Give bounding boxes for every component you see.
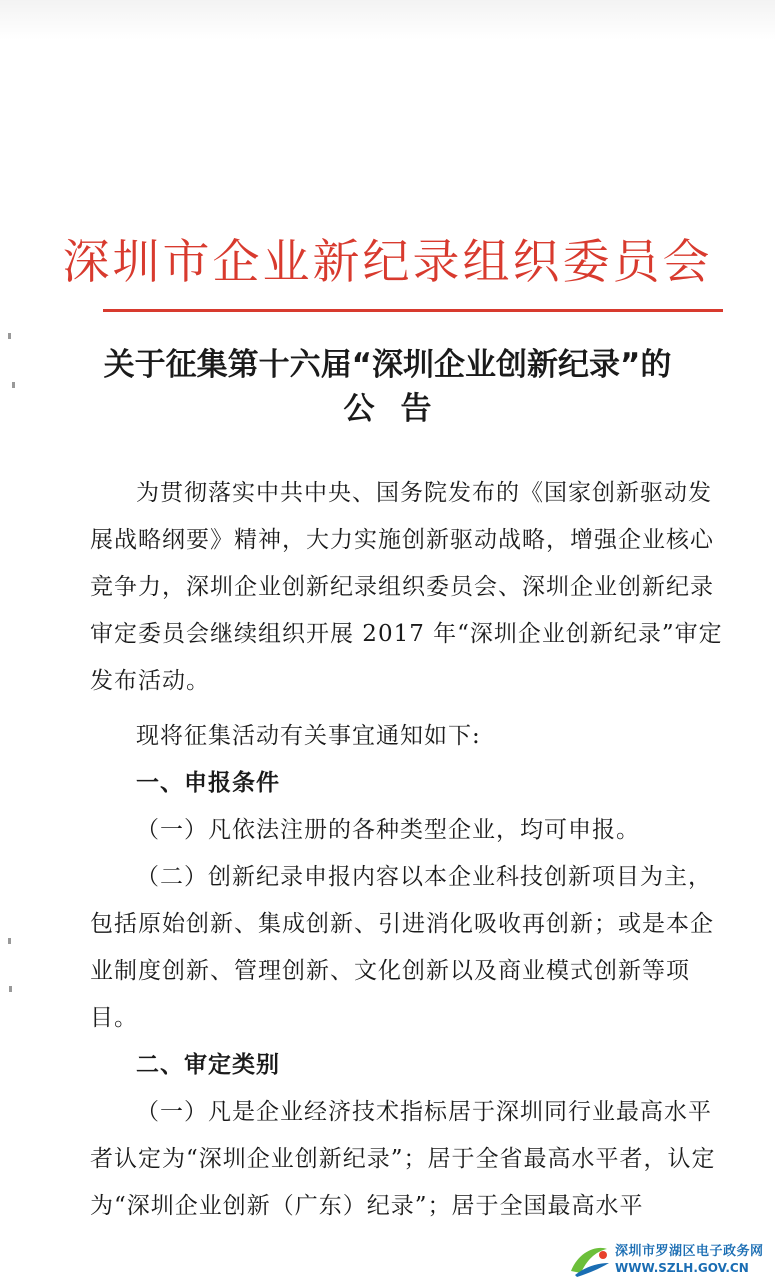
- document-subtitle: 公告: [343, 391, 458, 427]
- footer-site-url[interactable]: WWW.SZLH.GOV.CN: [615, 1261, 749, 1275]
- section2-heading: 二、审定类别: [136, 1052, 280, 1078]
- scan-mark: [8, 938, 11, 944]
- section1-item1: （一）凡依法注册的各种类型企业，均可申报。: [136, 817, 640, 843]
- scan-edge: [0, 0, 775, 40]
- szlh-logo-icon: [567, 1241, 611, 1279]
- footer-text: [615, 1244, 764, 1276]
- section1-item2: （二）创新纪录申报内容以本企业科技创新项目为主，包括原始创新、集成创新、引进消化吸收再创新；或是本企业制度创新、管理创新、文化创新以及商业模式创新等项目。: [90, 864, 714, 1031]
- main-content: [90, 713, 730, 1230]
- notice-line: 现将征集活动有关事宜通知如下:: [136, 723, 481, 749]
- intro-paragraph: 为贯彻落实中共中央、国务院发布的《国家创新驱动发展战略纲要》精神，大力实施创新驱动战略，增强企业核心竞争力，深圳企业创新纪录组织委员会、深圳企业创新纪录审定委员会继续组织开展 2017 年“深圳企业创新纪录”审定发布活动。: [90, 480, 723, 694]
- organization-header: 深圳市企业新纪录组织委员会: [62, 235, 713, 290]
- document-title: 关于征集第十六届“深圳企业创新纪录”的: [103, 347, 672, 383]
- scan-mark: [8, 333, 11, 339]
- section1-heading: 一、申报条件: [136, 770, 280, 796]
- footer-site-logo[interactable]: [567, 1239, 772, 1281]
- header-red-rule: [103, 309, 723, 312]
- section2-item1: （一）凡是企业经济技术指标居于深圳同行业最高水平者认定为“深圳企业创新纪录”；居于全省最高水平者，认定为“深圳企业创新（广东）纪录”；居于全国最高水平: [90, 1099, 716, 1219]
- footer-site-name: 深圳市罗湖区电子政务网: [615, 1244, 764, 1259]
- intro-block: [90, 470, 730, 705]
- scan-mark: [9, 986, 12, 992]
- scan-mark: [12, 382, 15, 388]
